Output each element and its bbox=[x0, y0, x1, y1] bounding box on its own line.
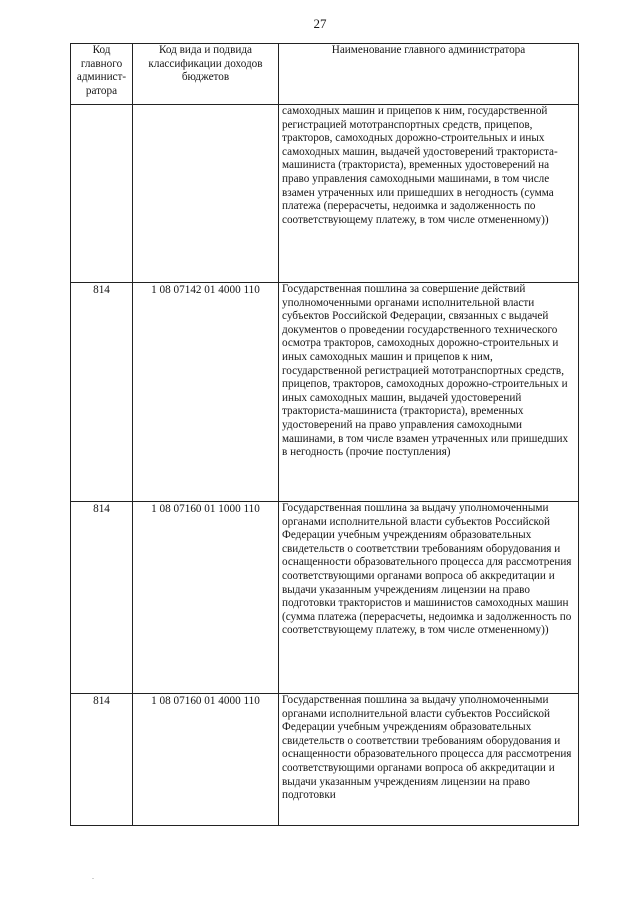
revenue-code-cell: 1 08 07160 01 4000 110 bbox=[133, 694, 279, 826]
revenue-administrators-table bbox=[70, 43, 579, 826]
revenue-code-cell bbox=[133, 105, 279, 283]
admin-name-cell: Государственная пошлина за выдачу уполномоченными органами исполнительной власти субъектов Российской Федерации учебным учреждениям образовательных свидетельств о соответствии требованиям оборудования и оснащенности образовательного процесса для рассмотрения соответствующими органами вопроса об аккредитации и выдачи указанным учреждениям лицензии на право подготовки трактористов и машинистов самоходных машин (сумма платежа (перерасчеты, недоимка и задолженность по соответствующему платежу, в том числе отмененному)) bbox=[279, 502, 579, 694]
admin-code-cell: 814 bbox=[71, 283, 133, 502]
table-row bbox=[71, 502, 579, 694]
table-row bbox=[71, 105, 579, 283]
admin-code-cell: 814 bbox=[71, 502, 133, 694]
revenue-code-cell: 1 08 07142 01 4000 110 bbox=[133, 283, 279, 502]
admin-code-cell: 814 bbox=[71, 694, 133, 826]
header-admin-code: Код главного админист-ратора bbox=[71, 44, 133, 105]
header-admin-name: Наименование главного администратора bbox=[279, 44, 579, 105]
table-row bbox=[71, 694, 579, 826]
footer-mark: . bbox=[92, 872, 94, 881]
page-number: 27 bbox=[313, 16, 327, 31]
admin-code-cell bbox=[71, 105, 133, 283]
revenue-code-cell: 1 08 07160 01 1000 110 bbox=[133, 502, 279, 694]
header-revenue-code: Код вида и подвида классификации доходов бюджетов bbox=[133, 44, 279, 105]
admin-name-cell: Государственная пошлина за выдачу уполномоченными органами исполнительной власти субъектов Российской Федерации учебным учреждениям образовательных свидетельств о соответствии требованиям оборудования и оснащенности образовательного процесса для рассмотрения соответствующими органами вопроса об аккредитации и выдачи указанным учреждениям лицензии на право подготовки bbox=[279, 694, 579, 826]
admin-name-cell: Государственная пошлина за совершение действий уполномоченными органами исполнительной власти субъектов Российской Федерации, связанных с выдачей документов о проведении государственного технического осмотра тракторов, самоходных дорожно-строительных и иных самоходных машин и прицепов к ним, государственной регистрацией мототранспортных средств, прицепов, тракторов, самоходных дорожно-строительных и иных самоходных машин, выдачей удостоверений тракториста-машиниста (тракториста), временных удостоверений на право управления самоходными машинами, в том числе взамен утраченных или пришедших в негодность (прочие поступления) bbox=[279, 283, 579, 502]
admin-name-cell: самоходных машин и прицепов к ним, государственной регистрацией мототранспортных средств, прицепов, тракторов, самоходных дорожно-строительных и иных самоходных машин, выдачей удостоверений тракториста-машиниста (тракториста), временных удостоверений на право управления самоходными машинами, в том числе взамен утраченных или пришедших в негодность (сумма платежа (перерасчеты, недоимка и задолженность по соответствующему платежу, в том числе отмененному)) bbox=[279, 105, 579, 283]
table-row bbox=[71, 283, 579, 502]
table-header-row bbox=[71, 44, 579, 105]
